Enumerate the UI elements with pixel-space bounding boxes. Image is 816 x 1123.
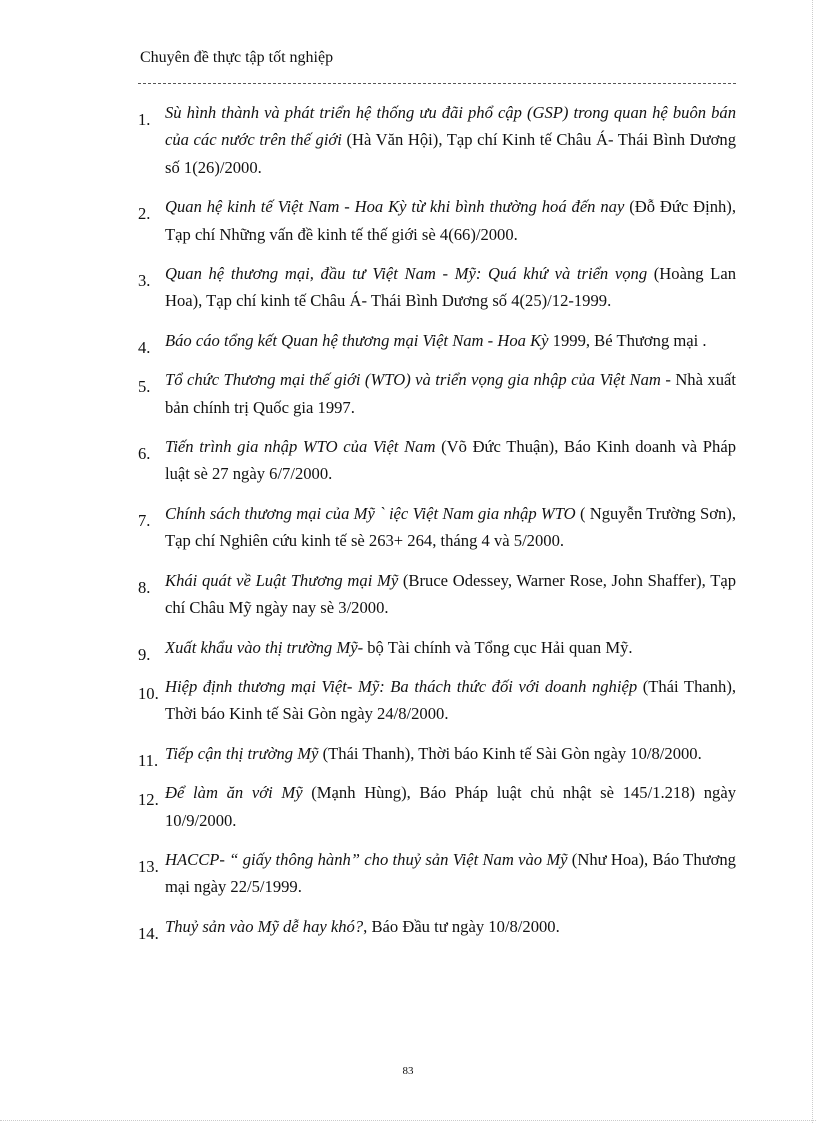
reference-details: (Như Hoa), Báo Thương mại ngày 22/5/1999. xyxy=(165,849,736,897)
reference-title: Xuất khẩu vào thị trường Mỹ xyxy=(165,637,358,657)
reference-item xyxy=(138,567,736,622)
reference-title: HACCP- “ giấy thông hành” cho thuỷ sản Việt Nam vào Mỹ xyxy=(165,849,568,869)
reference-number: 9. xyxy=(138,644,151,664)
reference-details: , Báo Đầu tư ngày 10/8/2000. xyxy=(363,916,560,936)
page-right-border xyxy=(812,0,813,1123)
reference-number: 11. xyxy=(138,750,159,770)
reference-item xyxy=(138,366,736,421)
reference-number: 13. xyxy=(138,856,159,876)
reference-number: 6. xyxy=(138,444,151,464)
reference-item xyxy=(138,634,736,664)
reference-item xyxy=(138,673,736,728)
reference-item xyxy=(138,500,736,555)
reference-number: 1. xyxy=(138,110,151,129)
reference-number: 4. xyxy=(138,337,151,357)
reference-details: (Thái Thanh), Thời báo Kinh tế Sài Gòn ngày 24/8/2000. xyxy=(165,676,736,724)
reference-details: (Hoàng Lan Hoa), Tạp chí kinh tế Châu Á- Thái Bình Dương số 4(25)/12-1999. xyxy=(165,264,736,311)
reference-details: (Bruce Odessey, Warner Rose, John Shaffer), Tạp chí Châu Mỹ ngày nay sè 3/2000. xyxy=(165,570,736,618)
reference-item xyxy=(138,913,736,943)
reference-details: (Hà Văn Hội), Tạp chí Kinh tế Châu Á- Thái Bình Dương số 1(26)/2000. xyxy=(165,130,736,177)
reference-details: (Thái Thanh), Thời báo Kinh tế Sài Gòn ngày 10/8/2000. xyxy=(318,743,702,763)
reference-list xyxy=(138,99,736,952)
reference-details: (Mạnh Hùng), Báo Pháp luật chủ nhật sè 145/1.218) ngày 10/9/2000. xyxy=(165,783,736,830)
reference-title: Để làm ăn với Mỹ xyxy=(165,783,303,803)
reference-item xyxy=(138,99,736,181)
reference-number: 10. xyxy=(138,683,159,703)
reference-number: 14. xyxy=(138,923,159,943)
reference-item xyxy=(138,740,736,770)
reference-number: 5. xyxy=(138,377,151,397)
reference-title: Khái quát về Luật Thương mại Mỹ xyxy=(165,570,399,590)
page-number: 83 xyxy=(402,1065,414,1077)
reference-item xyxy=(138,260,736,315)
reference-details: ( Nguyễn Trường Sơn), Tạp chí Nghiên cứu kinh tế sè 263+ 264, tháng 4 và 5/2000. xyxy=(165,503,736,551)
reference-item xyxy=(138,779,736,834)
reference-title: Hiệp định thương mại Việt- Mỹ: Ba thách thức đối với doanh nghiệp xyxy=(165,676,638,696)
reference-details: 1999, Bé Thương mại . xyxy=(548,330,707,350)
reference-details: - Nhà xuất bản chính trị Quốc gia 1997. xyxy=(165,370,737,417)
reference-title: Báo cáo tổng kết Quan hệ thương mại Việt Nam - Hoa Kỳ xyxy=(165,330,549,350)
reference-title: Tiếp cận thị trường Mỹ xyxy=(165,743,319,763)
reference-title: Sù hình thành và phát triển hệ thống ưu đãi phổ cập (GSP) trong quan hệ buôn bán của các nước trên thế giới xyxy=(165,103,736,150)
reference-details: (Đỗ Đức Định), Tạp chí Những vấn đề kinh tế thế giới sè 4(66)/2000. xyxy=(165,197,736,244)
reference-item xyxy=(138,327,736,357)
reference-details: (Võ Đức Thuận), Báo Kinh doanh và Pháp luật sè 27 ngày 6/7/2000. xyxy=(165,437,736,484)
reference-title: Tiến trình gia nhập WTO của Việt Nam xyxy=(165,437,436,457)
reference-title: Quan hệ kinh tế Việt Nam - Hoa Kỳ từ khi bình thường hoá đến nay xyxy=(165,197,625,217)
reference-title: Quan hệ thương mại, đầu tư Việt Nam - Mỹ: Quá khứ và triển vọng xyxy=(165,264,648,284)
reference-number: 8. xyxy=(138,577,151,597)
reference-number: 2. xyxy=(138,204,151,224)
reference-item xyxy=(138,846,736,901)
reference-item xyxy=(138,433,736,488)
reference-number: 12. xyxy=(138,790,159,810)
reference-title: Chính sách thương mại của Mỹ ` iệc Việt Nam gia nhập WTO xyxy=(165,503,576,523)
header-divider xyxy=(138,83,736,84)
reference-number: 7. xyxy=(138,510,151,530)
reference-title: Tổ chức Thương mại thế giới (WTO) và triển vọng gia nhập của Việt Nam xyxy=(165,370,661,390)
page-bottom-border xyxy=(0,1120,816,1121)
reference-title: Thuỷ sản vào Mỹ dễ hay khó? xyxy=(165,916,364,936)
reference-details: - bộ Tài chính và Tổng cục Hải quan Mỹ. xyxy=(357,637,633,657)
page-header: Chuyên đề thực tập tốt nghiệp xyxy=(140,49,334,66)
reference-item xyxy=(138,193,736,248)
reference-number: 3. xyxy=(138,271,151,291)
